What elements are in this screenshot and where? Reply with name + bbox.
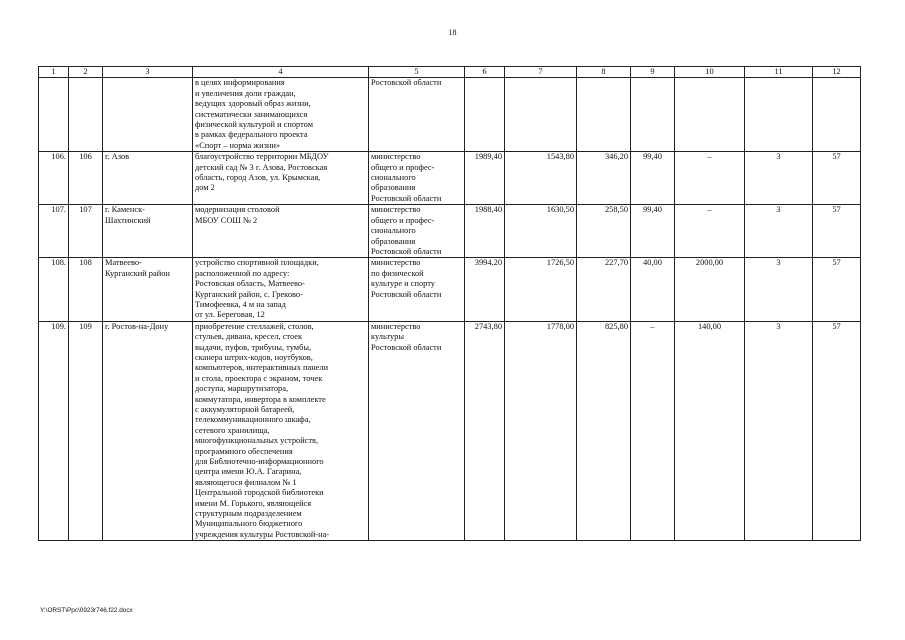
table-cell-col-6: 2743,80 — [465, 321, 505, 541]
table-cell-col-6: 1988,40 — [465, 205, 505, 258]
table-cell-col-1 — [39, 78, 69, 152]
col-header-12: 12 — [813, 67, 861, 78]
table-cell-col-12: 57 — [813, 258, 861, 321]
table-cell-col-6: 1989,40 — [465, 152, 505, 205]
table-cell-col-1: 106. — [39, 152, 69, 205]
table-cell-col-11: 3 — [745, 321, 813, 541]
col-header-2: 2 — [69, 67, 103, 78]
table-cell-col-10: – — [675, 205, 745, 258]
table-cell-col-8 — [577, 78, 631, 152]
table-cell-col-4: устройство спортивной площадки, расположенной по адресу: Ростовская область, Матвеево- Курганский район, с. Греково- Тимофеевка, 4 м на запад от ул. Береговая, 12 — [193, 258, 369, 321]
table-cell-col-10: – — [675, 152, 745, 205]
table-cell-col-6: 3994,20 — [465, 258, 505, 321]
table-cell-col-12: 57 — [813, 321, 861, 541]
table-cell-col-1: 109. — [39, 321, 69, 541]
table-cell-col-5: Ростовской области — [369, 78, 465, 152]
table-cell-col-5: министерство общего и профес- сионального образования Ростовской области — [369, 152, 465, 205]
table-row — [39, 152, 861, 205]
file-path-footer: Y:\ORST\Ppc\0923r746.f22.docx — [40, 607, 133, 614]
table-cell-col-9: 40,00 — [631, 258, 675, 321]
header-row — [39, 67, 861, 78]
table-cell-col-2: 108 — [69, 258, 103, 321]
table-row — [39, 205, 861, 258]
table-cell-col-7: 1778,00 — [505, 321, 577, 541]
table-cell-col-2: 109 — [69, 321, 103, 541]
col-header-1: 1 — [39, 67, 69, 78]
col-header-10: 10 — [675, 67, 745, 78]
col-header-8: 8 — [577, 67, 631, 78]
table-cell-col-3 — [103, 78, 193, 152]
table-cell-col-8: 227,70 — [577, 258, 631, 321]
col-header-9: 9 — [631, 67, 675, 78]
table-cell-col-3: Матвеево- Курганский район — [103, 258, 193, 321]
table-cell-col-3: г. Каменск- Шахтинский — [103, 205, 193, 258]
table-cell-col-5: министерство культуры Ростовской области — [369, 321, 465, 541]
table-cell-col-11 — [745, 78, 813, 152]
table-row — [39, 321, 861, 541]
table-cell-col-5: министерство общего и профес- сионального образования Ростовской области — [369, 205, 465, 258]
table-cell-col-4: приобретение стеллажей, столов, стульев, дивана, кресел, стоек выдачи, пуфов, трибуны, тумбы, сканера штрих-кодов, ноутбуков, компьютеров, интерактивных панели и стола, проектора с экраном, точек доступа, маршрутизатора, коммутатора, инвертора в комплекте с аккумуляторной батареей, телекоммуникационного шкафа, сетевого хранилища, многофункциональных устройств, программного обеспечения для Библиотечно-информационного центра имени Ю.А. Гагарина, являющегося филиалом № 1 Центральной городской библиотеки имени М. Горького, являющейся структурным подразделением Муниципального бюджетного учреждения культуры Ростовской-на- — [193, 321, 369, 541]
table-cell-col-11: 3 — [745, 205, 813, 258]
table-cell-col-9: – — [631, 321, 675, 541]
table-cell-col-7 — [505, 78, 577, 152]
table-cell-col-1: 107. — [39, 205, 69, 258]
table-cell-col-4: благоустройство территории МБДОУ детский сад № 3 г. Азова, Ростовская область, город Азов, ул. Крымская, дом 2 — [193, 152, 369, 205]
table-cell-col-7: 1543,80 — [505, 152, 577, 205]
table-cell-col-4: модернизация столовой МБОУ СОШ № 2 — [193, 205, 369, 258]
table-cell-col-9: 99,40 — [631, 205, 675, 258]
table-cell-col-11: 3 — [745, 152, 813, 205]
table-cell-col-2 — [69, 78, 103, 152]
table-cell-col-5: министерство по физической культуре и спорту Ростовской области — [369, 258, 465, 321]
table-cell-col-8: 825,80 — [577, 321, 631, 541]
col-header-11: 11 — [745, 67, 813, 78]
table-row — [39, 258, 861, 321]
table-cell-col-6 — [465, 78, 505, 152]
table-cell-col-9: 99,40 — [631, 152, 675, 205]
data-table — [38, 66, 861, 541]
table-cell-col-7: 1630,50 — [505, 205, 577, 258]
page-number: 18 — [448, 28, 457, 37]
table-cell-col-12: 57 — [813, 152, 861, 205]
table-cell-col-4: в целях информирования и увеличения доли граждан, ведущих здоровый образ жизни, систематически занимающихся физической культурой и спортом в рамках федерального проекта «Спорт – норма жизни» — [193, 78, 369, 152]
table-cell-col-12: 57 — [813, 205, 861, 258]
table-cell-col-11: 3 — [745, 258, 813, 321]
table-cell-col-3: г. Ростов-на-Дону — [103, 321, 193, 541]
table-cell-col-7: 1726,50 — [505, 258, 577, 321]
table-cell-col-9 — [631, 78, 675, 152]
table-cell-col-2: 106 — [69, 152, 103, 205]
table-cell-col-10 — [675, 78, 745, 152]
table-cell-col-8: 258,50 — [577, 205, 631, 258]
table-cell-col-1: 108. — [39, 258, 69, 321]
col-header-6: 6 — [465, 67, 505, 78]
table-cell-col-2: 107 — [69, 205, 103, 258]
col-header-4: 4 — [193, 67, 369, 78]
col-header-3: 3 — [103, 67, 193, 78]
table-cell-col-3: г. Азов — [103, 152, 193, 205]
table-row — [39, 78, 861, 152]
table-cell-col-12 — [813, 78, 861, 152]
table-cell-col-10: 140,00 — [675, 321, 745, 541]
table-cell-col-8: 346,20 — [577, 152, 631, 205]
col-header-7: 7 — [505, 67, 577, 78]
col-header-5: 5 — [369, 67, 465, 78]
table-cell-col-10: 2000,00 — [675, 258, 745, 321]
